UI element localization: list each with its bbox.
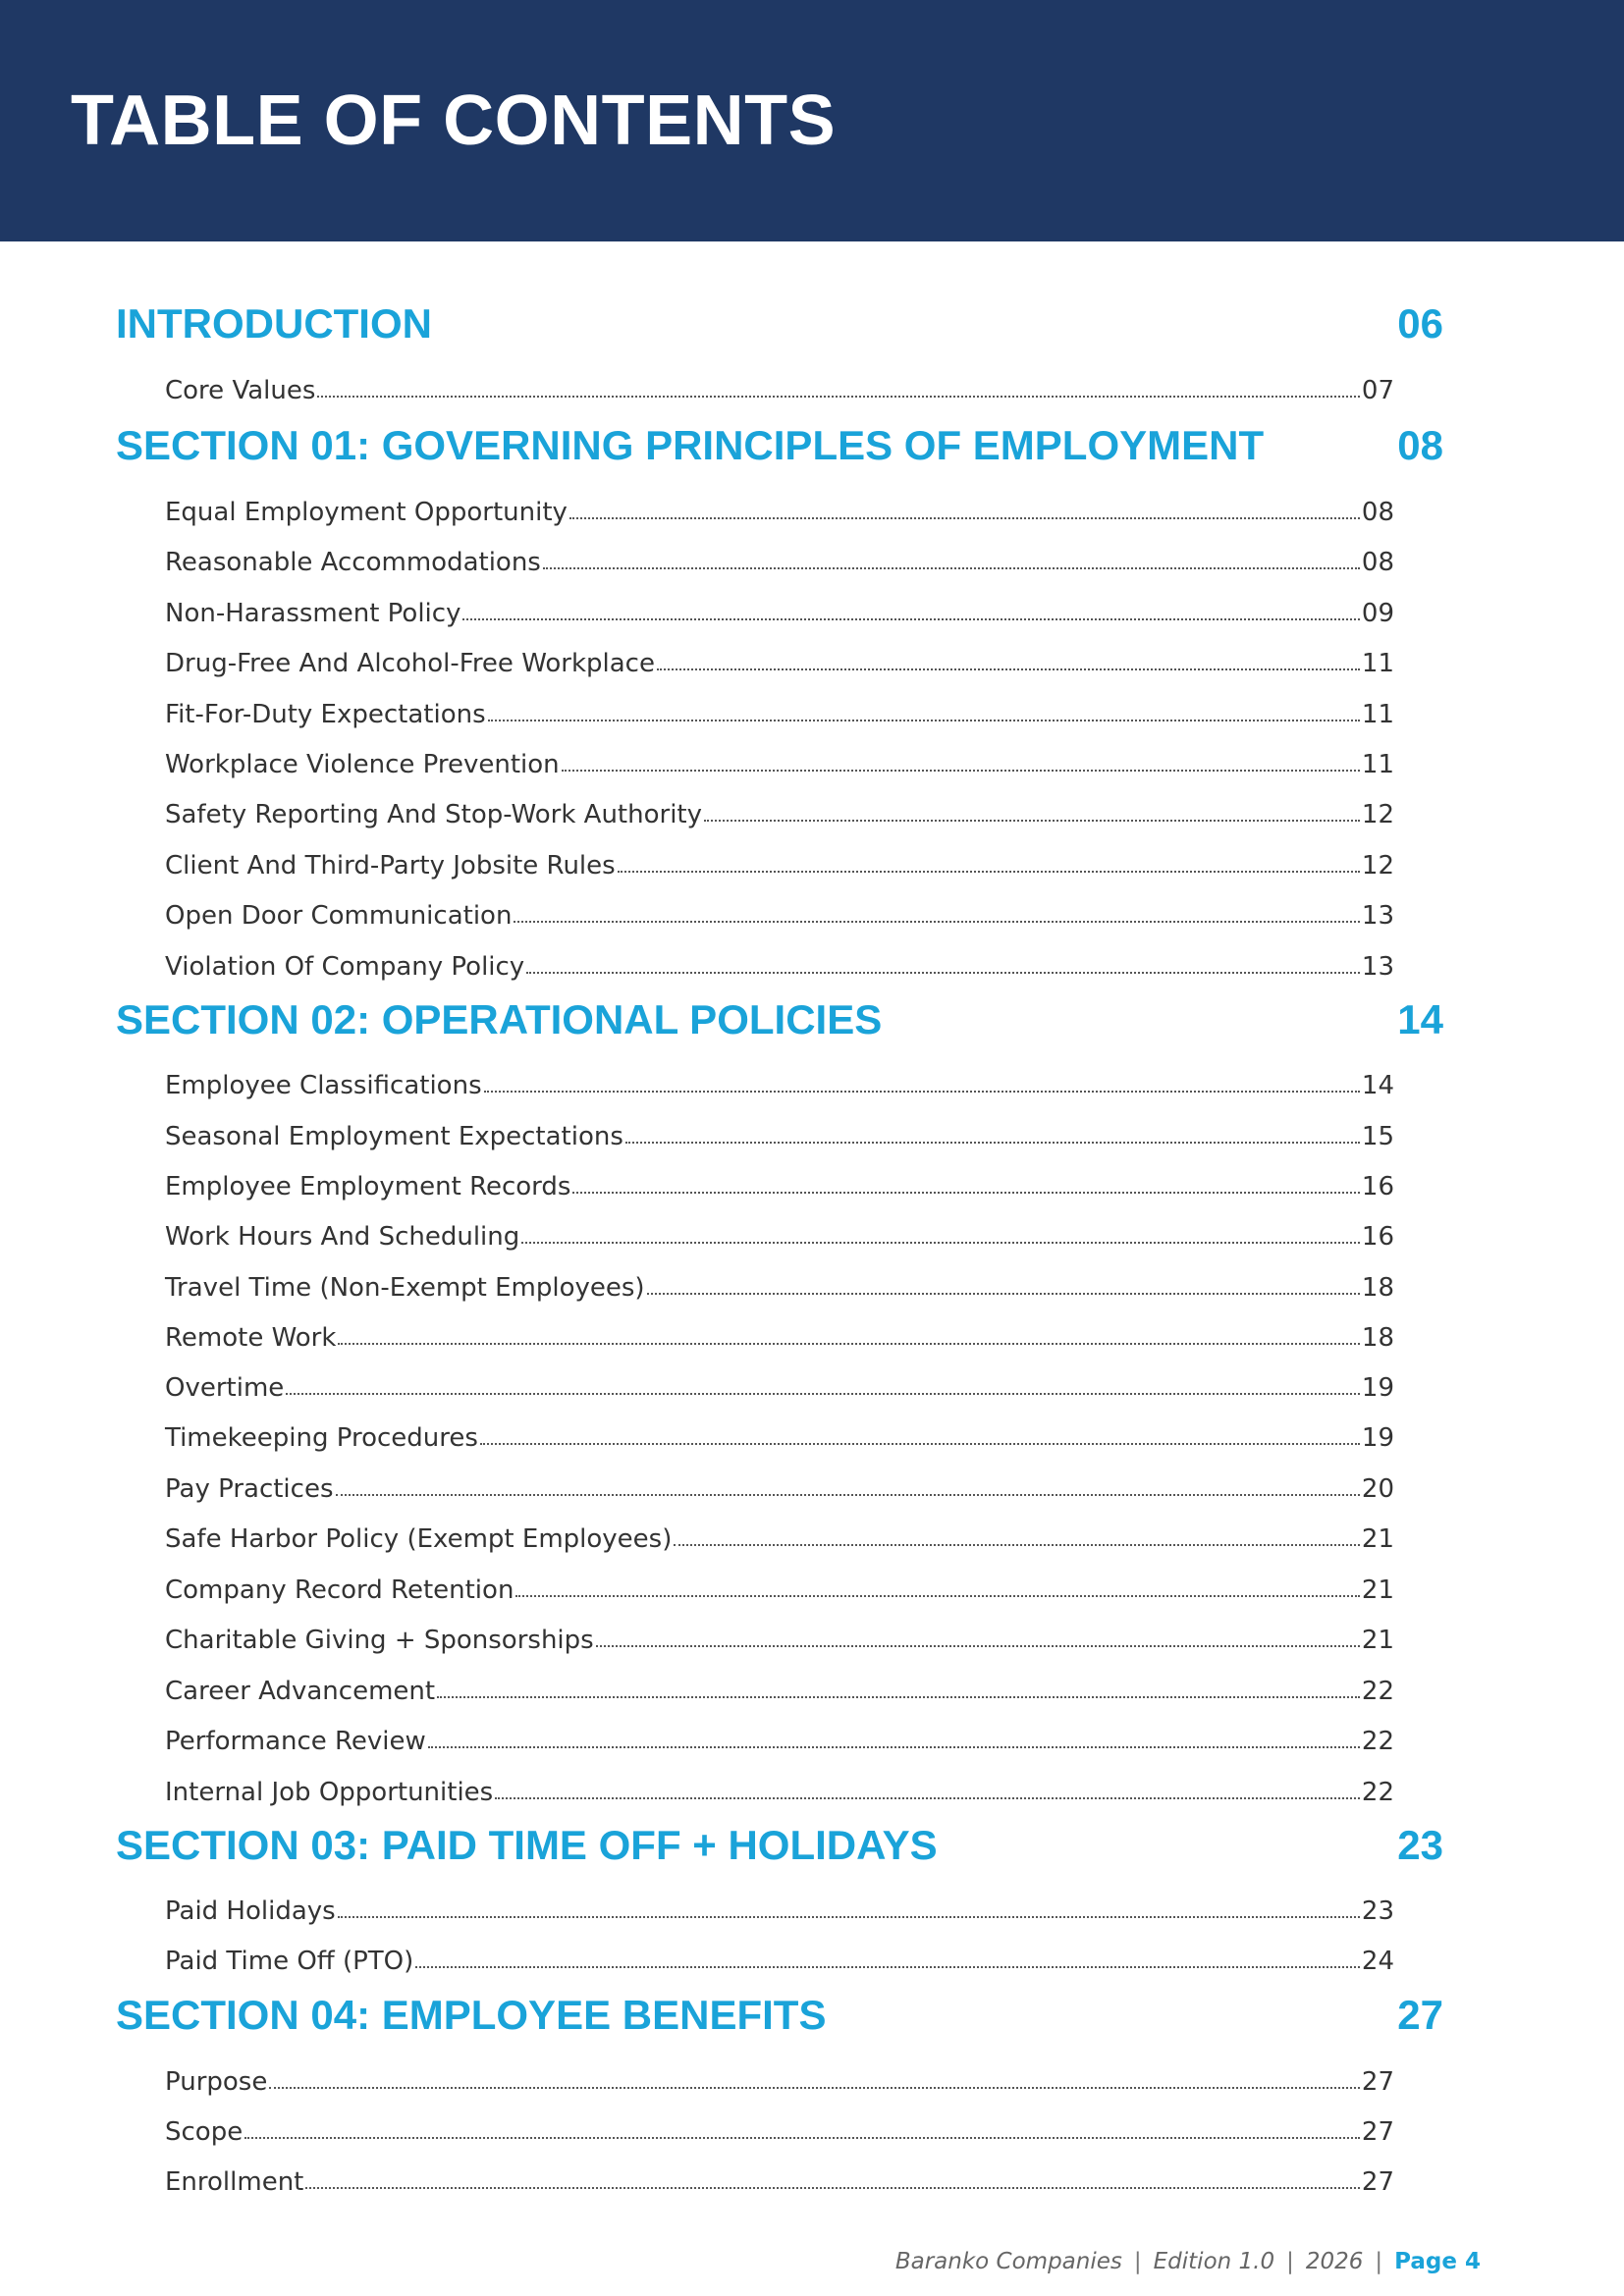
entry-label: Non-Harassment Policy bbox=[165, 599, 461, 628]
entry-page: 22 bbox=[1361, 1778, 1394, 1807]
dot-leader bbox=[338, 1343, 1359, 1345]
section-page: 08 bbox=[1397, 422, 1443, 468]
entry-page: 11 bbox=[1361, 750, 1394, 779]
toc-entry[interactable] bbox=[165, 942, 1394, 982]
toc-entry[interactable] bbox=[165, 1313, 1394, 1353]
footer-company: Baranko Companies bbox=[894, 2249, 1122, 2274]
entry-page: 22 bbox=[1361, 1727, 1394, 1756]
dot-leader bbox=[618, 871, 1360, 873]
section-title: SECTION 03: PAID TIME OFF + HOLIDAYS bbox=[116, 1822, 938, 1868]
entry-page: 23 bbox=[1361, 1896, 1394, 1926]
entry-label: Paid Time Off (PTO) bbox=[165, 1947, 414, 1976]
entry-page: 18 bbox=[1361, 1323, 1394, 1353]
dot-leader bbox=[514, 921, 1359, 923]
dot-leader bbox=[269, 2087, 1360, 2089]
toc-entry[interactable] bbox=[165, 1363, 1394, 1403]
entry-page: 20 bbox=[1361, 1474, 1394, 1504]
entry-page: 08 bbox=[1361, 548, 1394, 577]
toc-section-heading[interactable] bbox=[116, 1818, 1443, 1873]
entry-page: 12 bbox=[1361, 851, 1394, 881]
footer-edition: Edition 1.0 bbox=[1153, 2249, 1275, 2274]
toc-entry[interactable] bbox=[165, 589, 1394, 628]
entry-page: 15 bbox=[1361, 1122, 1394, 1151]
dot-leader bbox=[244, 2137, 1360, 2139]
toc-entry[interactable] bbox=[165, 1212, 1394, 1252]
dot-leader bbox=[569, 517, 1360, 519]
toc-entry[interactable] bbox=[165, 1162, 1394, 1201]
dot-leader bbox=[462, 618, 1359, 620]
dot-leader bbox=[495, 1797, 1360, 1799]
dot-leader bbox=[437, 1696, 1360, 1698]
toc-entry[interactable] bbox=[165, 1112, 1394, 1151]
entry-label: Core Values bbox=[165, 376, 316, 405]
toc-entry[interactable] bbox=[165, 1263, 1394, 1303]
dot-leader bbox=[515, 1595, 1359, 1597]
toc-entry[interactable] bbox=[165, 1061, 1394, 1100]
section-page: 14 bbox=[1397, 996, 1443, 1042]
section-page: 23 bbox=[1397, 1822, 1443, 1868]
entry-label: Violation Of Company Policy bbox=[165, 952, 525, 982]
section-title: SECTION 04: EMPLOYEE BENEFITS bbox=[116, 1992, 827, 2038]
section-title: SECTION 02: OPERATIONAL POLICIES bbox=[116, 996, 883, 1042]
footer-separator: | bbox=[1286, 2249, 1294, 2274]
entry-page: 12 bbox=[1361, 800, 1394, 829]
toc-entry[interactable] bbox=[165, 891, 1394, 931]
toc-entry[interactable] bbox=[165, 538, 1394, 577]
entry-label: Workplace Violence Prevention bbox=[165, 750, 560, 779]
entry-page: 11 bbox=[1361, 700, 1394, 729]
footer-separator: | bbox=[1133, 2249, 1142, 2274]
toc-entry[interactable] bbox=[165, 841, 1394, 881]
footer-separator: | bbox=[1375, 2249, 1383, 2274]
entry-page: 22 bbox=[1361, 1677, 1394, 1706]
entry-label: Remote Work bbox=[165, 1323, 337, 1353]
toc-entry[interactable] bbox=[165, 2108, 1394, 2147]
toc-entry[interactable] bbox=[165, 1887, 1394, 1926]
section-page: 06 bbox=[1397, 300, 1443, 347]
dot-leader bbox=[317, 396, 1360, 398]
entry-page: 24 bbox=[1361, 1947, 1394, 1976]
entry-page: 18 bbox=[1361, 1273, 1394, 1303]
toc-entry[interactable] bbox=[165, 2158, 1394, 2197]
entry-label: Career Advancement bbox=[165, 1677, 436, 1706]
footer-page-number: Page 4 bbox=[1394, 2249, 1481, 2274]
entry-label: Charitable Giving + Sponsorships bbox=[165, 1626, 594, 1655]
entry-label: Employee Classifications bbox=[165, 1071, 482, 1100]
entry-label: Employee Employment Records bbox=[165, 1172, 571, 1201]
toc-entry[interactable] bbox=[165, 1768, 1394, 1807]
entry-page: 11 bbox=[1361, 649, 1394, 678]
dot-leader bbox=[704, 820, 1360, 822]
toc-section-heading[interactable] bbox=[116, 992, 1443, 1047]
entry-label: Paid Holidays bbox=[165, 1896, 336, 1926]
dot-leader bbox=[596, 1645, 1360, 1647]
dot-leader bbox=[286, 1393, 1360, 1395]
dot-leader bbox=[428, 1746, 1360, 1748]
dot-leader bbox=[480, 1443, 1360, 1445]
entry-page: 13 bbox=[1361, 901, 1394, 931]
toc-entry[interactable] bbox=[165, 1515, 1394, 1554]
toc-section-heading[interactable] bbox=[116, 418, 1443, 473]
toc-entry[interactable] bbox=[165, 1667, 1394, 1706]
entry-page: 27 bbox=[1361, 2117, 1394, 2147]
entry-page: 19 bbox=[1361, 1423, 1394, 1453]
toc-entry[interactable] bbox=[165, 1937, 1394, 1976]
entry-label: Safe Harbor Policy (Exempt Employees) bbox=[165, 1524, 673, 1554]
entry-page: 21 bbox=[1361, 1524, 1394, 1554]
footer-year: 2026 bbox=[1305, 2249, 1364, 2274]
entry-label: Drug-Free And Alcohol-Free Workplace bbox=[165, 649, 655, 678]
entry-label: Enrollment bbox=[165, 2167, 304, 2197]
entry-page: 19 bbox=[1361, 1373, 1394, 1403]
entry-page: 14 bbox=[1361, 1071, 1394, 1100]
entry-page: 09 bbox=[1361, 599, 1394, 628]
dot-leader bbox=[543, 567, 1360, 569]
toc-entry[interactable] bbox=[165, 639, 1394, 678]
entry-page: 27 bbox=[1361, 2167, 1394, 2197]
entry-page: 16 bbox=[1361, 1222, 1394, 1252]
toc-entry[interactable] bbox=[165, 1566, 1394, 1605]
page-footer bbox=[895, 2244, 1481, 2279]
entry-label: Travel Time (Non-Exempt Employees) bbox=[165, 1273, 645, 1303]
entry-label: Scope bbox=[165, 2117, 244, 2147]
entry-label: Pay Practices bbox=[165, 1474, 334, 1504]
entry-label: Reasonable Accommodations bbox=[165, 548, 541, 577]
entry-label: Open Door Communication bbox=[165, 901, 513, 931]
entry-page: 16 bbox=[1361, 1172, 1394, 1201]
entry-page: 13 bbox=[1361, 952, 1394, 982]
entry-page: 21 bbox=[1361, 1575, 1394, 1605]
entry-label: Client And Third-Party Jobsite Rules bbox=[165, 851, 616, 881]
dot-leader bbox=[336, 1494, 1360, 1496]
toc-entry[interactable] bbox=[165, 690, 1394, 729]
entry-label: Fit-For-Duty Expectations bbox=[165, 700, 486, 729]
entry-label: Performance Review bbox=[165, 1727, 426, 1756]
dot-leader bbox=[657, 668, 1360, 670]
section-title: SECTION 01: GOVERNING PRINCIPLES OF EMPLOYMENT bbox=[116, 422, 1265, 468]
entry-label: Seasonal Employment Expectations bbox=[165, 1122, 623, 1151]
dot-leader bbox=[572, 1192, 1359, 1194]
toc-entry[interactable] bbox=[165, 1616, 1394, 1655]
entry-label: Company Record Retention bbox=[165, 1575, 514, 1605]
section-title: INTRODUCTION bbox=[116, 300, 432, 347]
dot-leader bbox=[625, 1142, 1360, 1144]
entry-page: 08 bbox=[1361, 498, 1394, 527]
dot-leader bbox=[562, 770, 1360, 772]
dot-leader bbox=[647, 1293, 1360, 1295]
header-band bbox=[0, 0, 1624, 241]
dot-leader bbox=[521, 1242, 1360, 1244]
entry-label: Timekeeping Procedures bbox=[165, 1423, 478, 1453]
section-page: 27 bbox=[1397, 1992, 1443, 2038]
page-title: TABLE OF CONTENTS bbox=[71, 81, 837, 160]
toc-section-heading[interactable] bbox=[116, 1988, 1443, 2043]
entry-label: Work Hours And Scheduling bbox=[165, 1222, 520, 1252]
dot-leader bbox=[305, 2187, 1360, 2189]
entry-label: Safety Reporting And Stop-Work Authority bbox=[165, 800, 703, 829]
entry-label: Equal Employment Opportunity bbox=[165, 498, 568, 527]
dot-leader bbox=[526, 972, 1360, 974]
toc-section-heading[interactable] bbox=[116, 296, 1443, 351]
toc-entry[interactable] bbox=[165, 740, 1394, 779]
entry-page: 07 bbox=[1361, 376, 1394, 405]
toc-entry[interactable] bbox=[165, 366, 1394, 405]
toc-entry[interactable] bbox=[165, 1414, 1394, 1453]
entry-page: 27 bbox=[1361, 2067, 1394, 2097]
entry-label: Purpose bbox=[165, 2067, 268, 2097]
dot-leader bbox=[488, 720, 1360, 721]
entry-page: 21 bbox=[1361, 1626, 1394, 1655]
toc-entry[interactable] bbox=[165, 1717, 1394, 1756]
toc-entry[interactable] bbox=[165, 488, 1394, 527]
toc-entry[interactable] bbox=[165, 790, 1394, 829]
toc-entry[interactable] bbox=[165, 1465, 1394, 1504]
dot-leader bbox=[484, 1091, 1360, 1093]
dot-leader bbox=[415, 1966, 1360, 1968]
dot-leader bbox=[674, 1544, 1360, 1546]
entry-label: Overtime bbox=[165, 1373, 285, 1403]
entry-label: Internal Job Opportunities bbox=[165, 1778, 494, 1807]
dot-leader bbox=[338, 1916, 1360, 1918]
toc-entry[interactable] bbox=[165, 2057, 1394, 2097]
